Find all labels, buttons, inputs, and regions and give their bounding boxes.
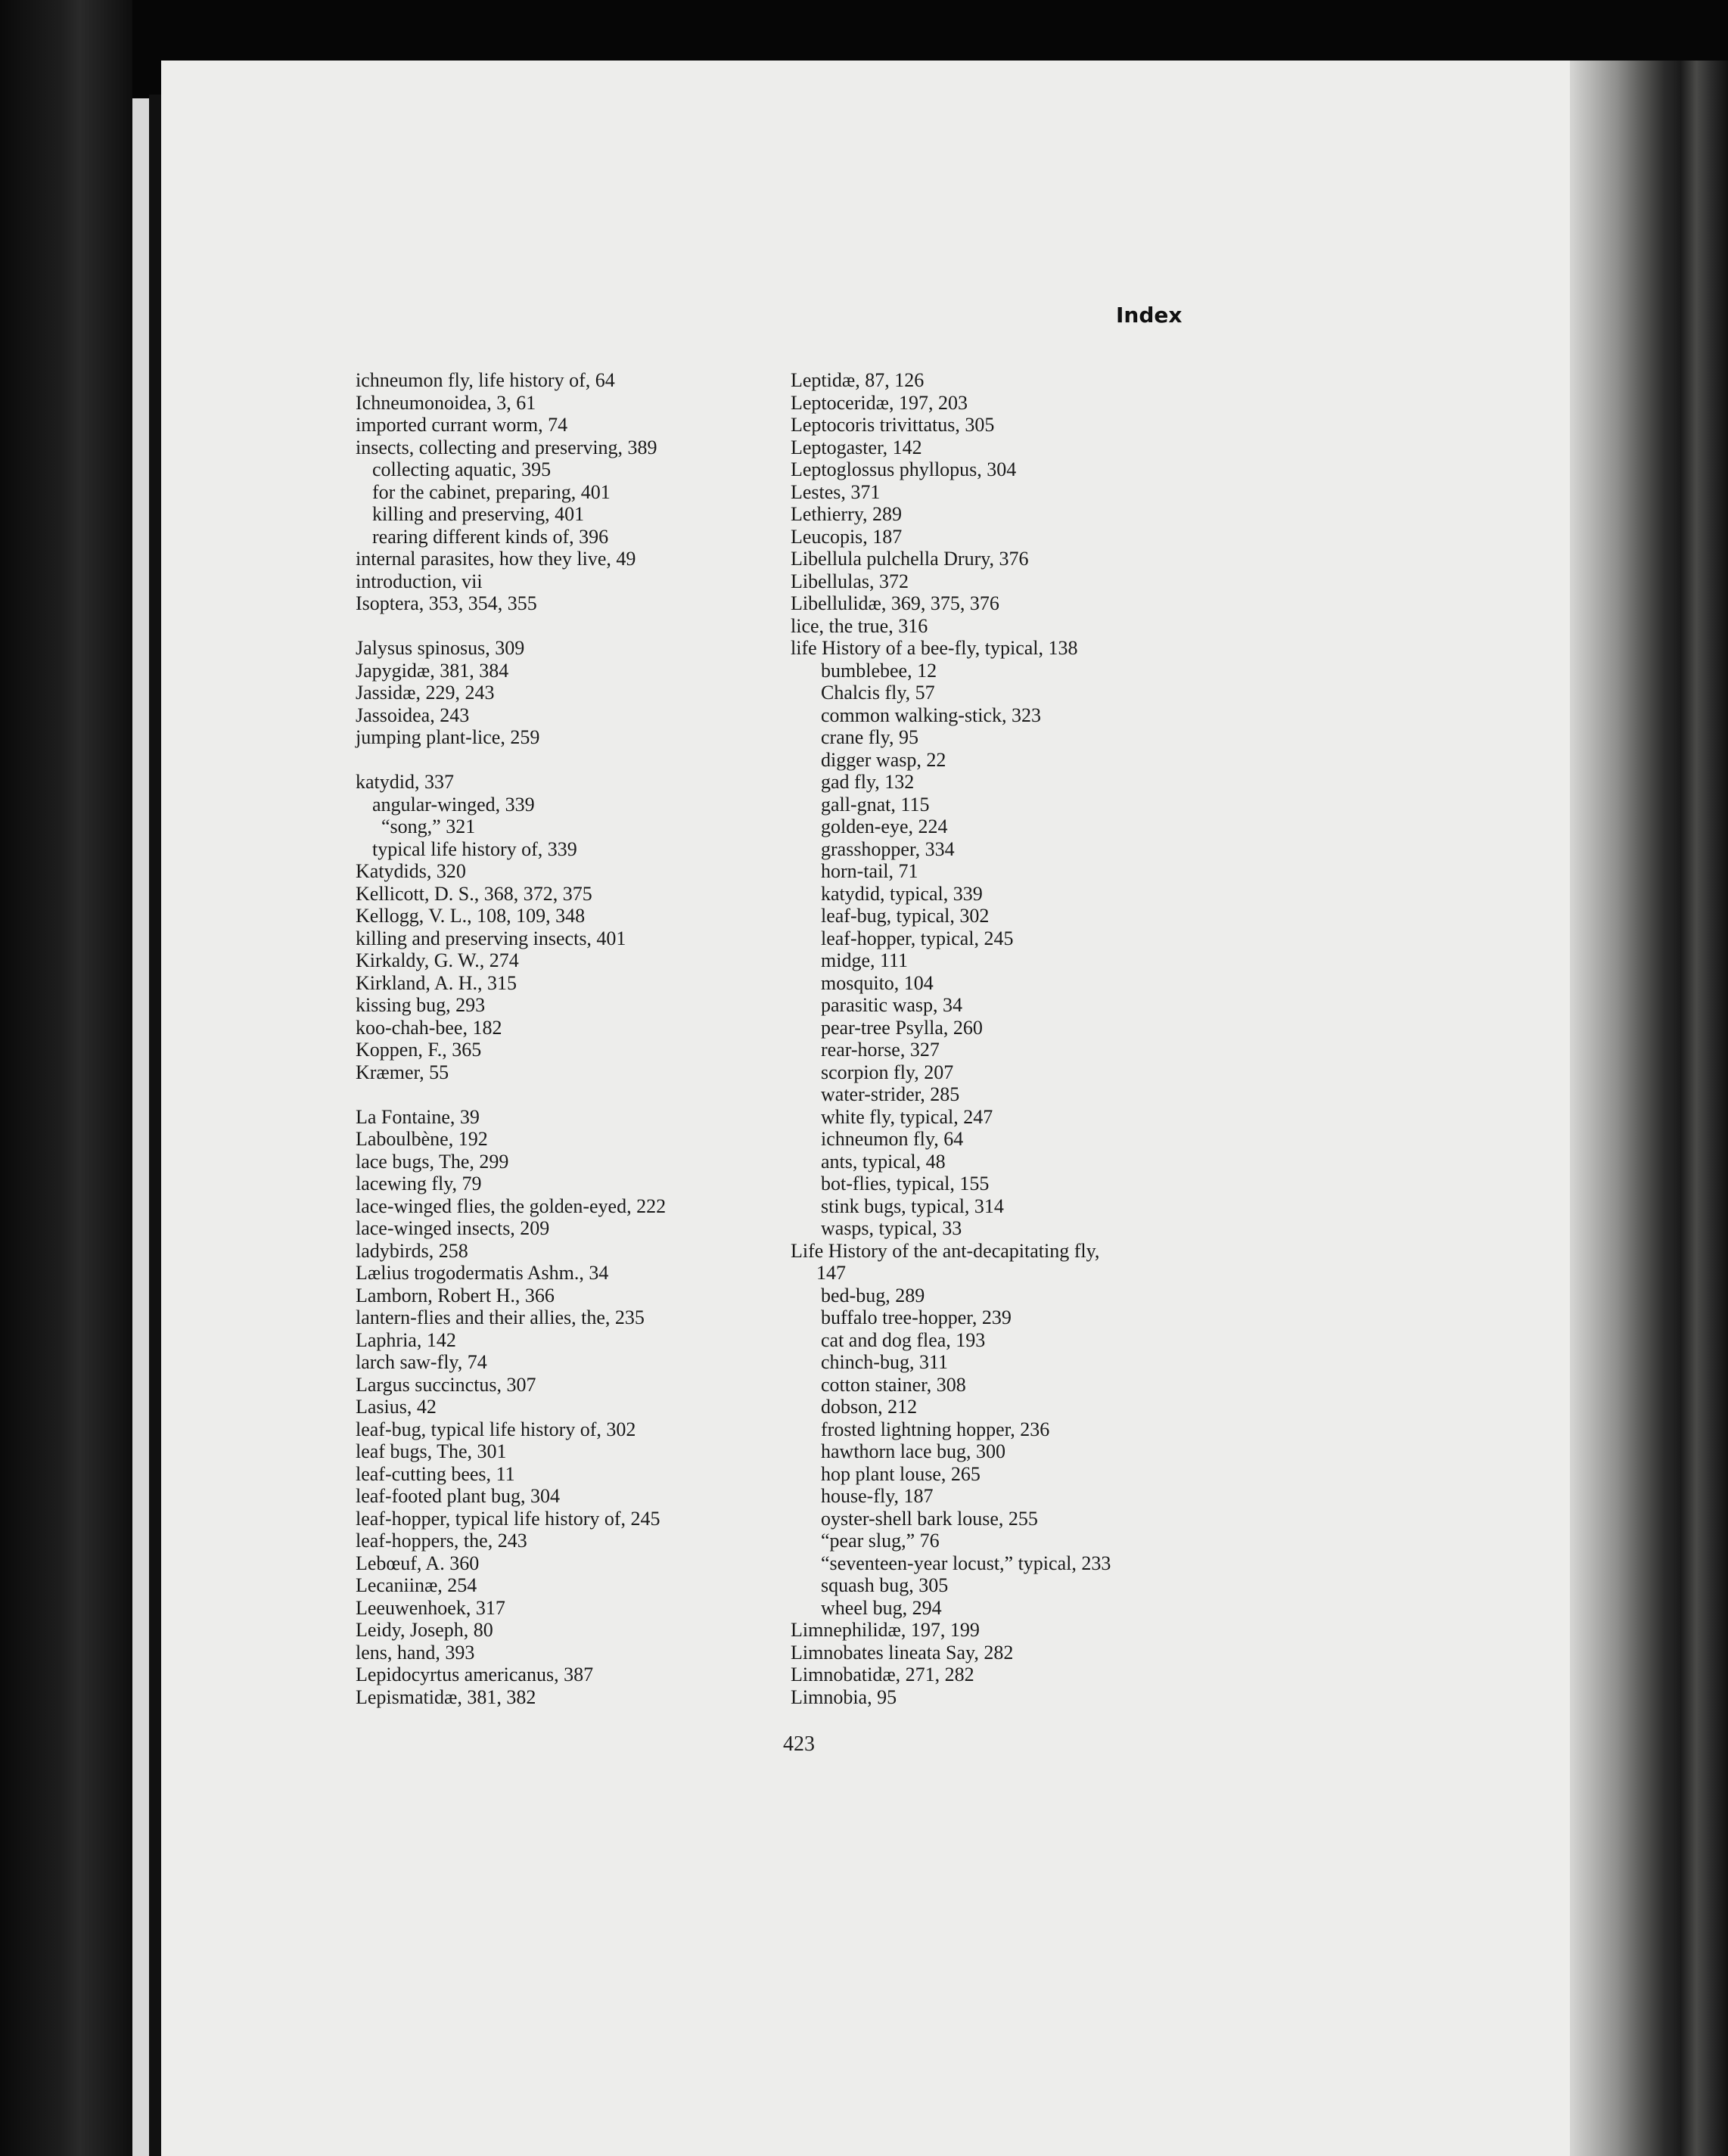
index-entry: Limnobates lineata Say, 282 — [791, 1641, 1014, 1664]
index-entry: killing and preserving insects, 401 — [356, 927, 626, 949]
index-subentry: grasshopper, 334 — [821, 837, 955, 860]
index-entry: leaf bugs, The, 301 — [356, 1440, 507, 1462]
index-entry: ichneumon fly, life history of, 64 — [356, 369, 615, 391]
index-subentry: buffalo tree-hopper, 239 — [821, 1306, 1012, 1328]
index-entry: Limnobatidæ, 271, 282 — [791, 1664, 974, 1685]
index-entry: Ichneumonoidea, 3, 61 — [356, 391, 536, 414]
index-entry: insects, collecting and preserving, 389 — [356, 436, 657, 458]
index-entry: Leptoglossus phyllopus, 304 — [791, 458, 1017, 480]
index-subentry: “pear slug,” 76 — [821, 1530, 940, 1552]
index-entry: Libellulidæ, 369, 375, 376 — [791, 592, 999, 614]
index-entry: lantern-flies and their allies, the, 235 — [356, 1306, 645, 1328]
index-subentry: dobson, 212 — [821, 1396, 918, 1418]
index-column-left — [356, 369, 666, 1708]
index-entry: Lepidocyrtus americanus, 387 — [356, 1664, 594, 1685]
index-subentry: house-fly, 187 — [821, 1485, 934, 1507]
index-entry: Lasius, 42 — [356, 1396, 437, 1418]
index-entry: Katydids, 320 — [356, 860, 466, 882]
index-subentry: white fly, typical, 247 — [821, 1105, 993, 1128]
index-subentry: parasitic wasp, 34 — [821, 994, 963, 1016]
index-subentry: bot-flies, typical, 155 — [821, 1173, 990, 1194]
index-subentry: gall-gnat, 115 — [821, 793, 930, 815]
running-header: Index — [1116, 303, 1183, 328]
index-subentry: crane fly, 95 — [821, 726, 918, 748]
index-entry: lace bugs, The, 299 — [356, 1150, 509, 1173]
index-subentry: hawthorn lace bug, 300 — [821, 1440, 1006, 1462]
index-subentry: pear-tree Psylla, 260 — [821, 1016, 983, 1039]
index-entry: Kellicott, D. S., 368, 372, 375 — [356, 882, 592, 905]
index-subentry: rear-horse, 327 — [821, 1039, 940, 1061]
index-subentry: katydid, typical, 339 — [821, 882, 983, 905]
index-entry: Leptocoris trivittatus, 305 — [791, 414, 995, 436]
index-subentry: squash bug, 305 — [821, 1574, 949, 1596]
index-entry: Laphria, 142 — [356, 1328, 456, 1351]
facing-page-edge — [132, 98, 149, 2156]
index-entry: lice, the true, 316 — [791, 614, 928, 637]
index-entry: larch saw-fly, 74 — [356, 1351, 487, 1373]
index-subentry: “song,” 321 — [381, 815, 476, 837]
index-subentry: rearing different kinds of, 396 — [372, 525, 609, 548]
index-subentry: for the cabinet, preparing, 401 — [372, 480, 611, 503]
index-entry: Laboulbène, 192 — [356, 1128, 488, 1150]
index-entry: Jassoidea, 243 — [356, 704, 470, 726]
index-entry: kissing bug, 293 — [356, 994, 486, 1016]
scan-left-border — [0, 0, 132, 2156]
index-entry: Koppen, F., 365 — [356, 1039, 482, 1061]
index-entry: Kellogg, V. L., 108, 109, 348 — [356, 905, 586, 927]
index-subentry: golden-eye, 224 — [821, 815, 948, 837]
index-subentry: midge, 111 — [821, 949, 909, 971]
index-subentry: leaf-bug, typical, 302 — [821, 905, 990, 927]
index-entry: Libellula pulchella Drury, 376 — [791, 548, 1029, 570]
index-subentry: chinch-bug, 311 — [821, 1351, 948, 1373]
index-column-right — [791, 369, 1111, 1708]
index-entry: Leptogaster, 142 — [791, 436, 922, 458]
index-section-gap — [356, 749, 666, 772]
index-entry: Lebœuf, A. 360 — [356, 1552, 480, 1574]
index-entry: Jassidæ, 229, 243 — [356, 682, 495, 704]
index-entry: ladybirds, 258 — [356, 1239, 468, 1262]
page-number: 423 — [783, 1732, 815, 1756]
index-entry: Lælius trogodermatis Ashm., 34 — [356, 1262, 609, 1284]
index-entry: koo-chah-bee, 182 — [356, 1016, 502, 1039]
index-entry: Leidy, Joseph, 80 — [356, 1619, 493, 1641]
index-entry: Lamborn, Robert H., 366 — [356, 1284, 555, 1306]
index-subentry: angular-winged, 339 — [372, 793, 535, 815]
index-entry: Lecaniinæ, 254 — [356, 1574, 477, 1596]
index-entry: imported currant worm, 74 — [356, 414, 568, 436]
index-subentry: bumblebee, 12 — [821, 659, 937, 682]
index-subentry: wheel bug, 294 — [821, 1596, 942, 1619]
index-entry: La Fontaine, 39 — [356, 1105, 480, 1128]
page-stack-edge — [1570, 61, 1728, 2156]
index-subentry: cotton stainer, 308 — [821, 1373, 966, 1396]
index-entry: Lestes, 371 — [791, 480, 881, 503]
index-entry: Jalysus spinosus, 309 — [356, 637, 525, 659]
index-entry: Limnobia, 95 — [791, 1685, 897, 1708]
index-entry: leaf-footed plant bug, 304 — [356, 1485, 561, 1507]
index-entry: Lethierry, 289 — [791, 503, 903, 525]
index-entry: Kirkland, A. H., 315 — [356, 971, 517, 994]
index-subentry: mosquito, 104 — [821, 971, 934, 994]
index-subentry: cat and dog flea, 193 — [821, 1328, 986, 1351]
index-subentry: digger wasp, 22 — [821, 748, 946, 771]
index-subentry: typical life history of, 339 — [372, 837, 577, 860]
index-entry: leaf-bug, typical life history of, 302 — [356, 1418, 636, 1440]
index-subentry: bed-bug, 289 — [821, 1284, 925, 1306]
index-subentry: oyster-shell bark louse, 255 — [821, 1507, 1038, 1530]
index-subentry: collecting aquatic, 395 — [372, 458, 552, 480]
index-entry: Isoptera, 353, 354, 355 — [356, 592, 537, 614]
index-entry: Lepismatidæ, 381, 382 — [356, 1685, 536, 1708]
index-subentry: ichneumon fly, 64 — [821, 1128, 964, 1150]
index-subentry: frosted lightning hopper, 236 — [821, 1418, 1050, 1440]
index-subentry: 147 — [816, 1262, 846, 1284]
index-entry: Leeuwenhoek, 317 — [356, 1596, 505, 1619]
index-entry: lace-winged flies, the golden-eyed, 222 — [356, 1194, 667, 1217]
index-entry: Largus succinctus, 307 — [356, 1373, 536, 1396]
index-subentry: horn-tail, 71 — [821, 860, 918, 882]
index-entry: Life History of the ant-decapitating fly, — [791, 1239, 1100, 1262]
index-section-gap — [356, 1083, 666, 1106]
index-entry: Leucopis, 187 — [791, 525, 903, 548]
index-subentry: Chalcis fly, 57 — [821, 682, 935, 704]
index-entry: katydid, 337 — [356, 771, 454, 793]
index-subentry: wasps, typical, 33 — [821, 1217, 962, 1239]
index-entry: leaf-hopper, typical life history of, 245 — [356, 1507, 660, 1530]
index-entry: Libellulas, 372 — [791, 570, 909, 592]
index-entry: leaf-cutting bees, 11 — [356, 1462, 515, 1485]
index-subentry: water-strider, 285 — [821, 1083, 960, 1105]
index-subentry: “seventeen-year locust,” typical, 233 — [821, 1552, 1111, 1574]
book-gutter — [149, 95, 161, 2156]
index-entry: Limnephilidæ, 197, 199 — [791, 1619, 980, 1641]
index-subentry: leaf-hopper, typical, 245 — [821, 927, 1014, 949]
index-entry: lacewing fly, 79 — [356, 1173, 482, 1194]
index-entry: introduction, vii — [356, 570, 483, 592]
index-subentry: common walking-stick, 323 — [821, 704, 1042, 726]
index-entry: leaf-hoppers, the, 243 — [356, 1530, 527, 1552]
index-subentry: hop plant louse, 265 — [821, 1462, 981, 1485]
index-subentry: stink bugs, typical, 314 — [821, 1194, 1004, 1217]
index-entry: lens, hand, 393 — [356, 1641, 475, 1664]
index-subentry: gad fly, 132 — [821, 771, 915, 793]
index-entry: lace-winged insects, 209 — [356, 1217, 550, 1239]
index-entry: jumping plant-lice, 259 — [356, 726, 540, 748]
index-section-gap — [356, 615, 666, 638]
index-entry: life History of a bee-fly, typical, 138 — [791, 637, 1078, 659]
index-entry: Leptidæ, 87, 126 — [791, 369, 925, 391]
index-subentry: scorpion fly, 207 — [821, 1061, 954, 1083]
index-entry: Kræmer, 55 — [356, 1061, 449, 1083]
index-entry: internal parasites, how they live, 49 — [356, 548, 636, 570]
index-entry: Kirkaldy, G. W., 274 — [356, 949, 519, 971]
index-subentry: killing and preserving, 401 — [372, 503, 585, 525]
index-subentry: ants, typical, 48 — [821, 1150, 946, 1173]
index-entry: Japygidæ, 381, 384 — [356, 659, 509, 682]
index-entry: Leptoceridæ, 197, 203 — [791, 391, 968, 414]
